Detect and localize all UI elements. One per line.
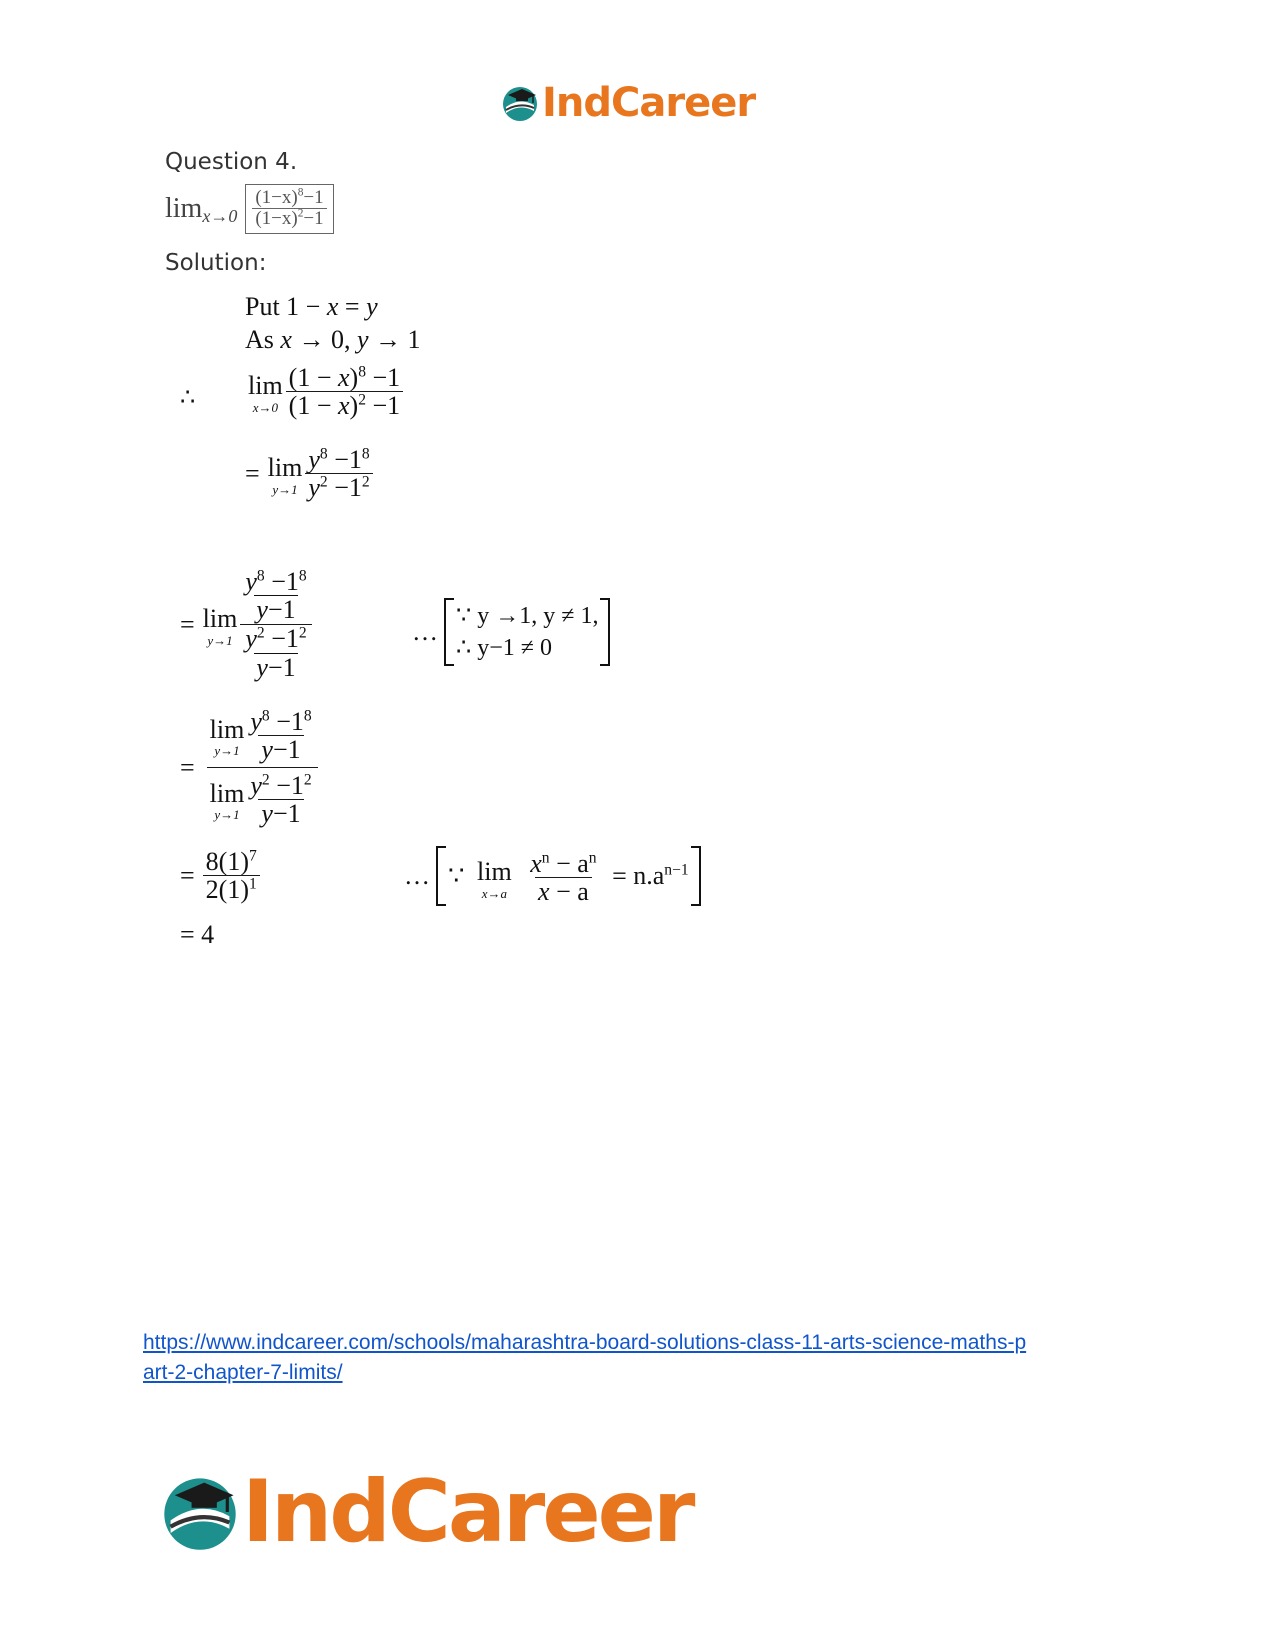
source-link-line-1: https://www.indcareer.com/schools/maharashtra-board-solutions-class-11-arts-science-maths-p — [143, 1331, 1027, 1354]
logo-wordmark: IndCareer — [242, 1462, 693, 1562]
final-answer: = 4 — [180, 920, 215, 949]
step-ratio-of-limits: = lim y→1 $\frac{y^8 -1^8}{y-1}$ lim y→1 $\frac{y^2 -1^2}{y-1}$ — [180, 708, 318, 829]
footer-logo — [158, 1462, 692, 1562]
question-expression — [165, 184, 334, 234]
question-numerator: $(1-x)^8-1$ — [255, 186, 324, 209]
step-divide-by-y-minus-1: = lim y→1 $y^8 -1^8$ y−1 $y^2 -1^2$ y−1 — [180, 568, 312, 683]
logo-wordmark: IndCareer — [542, 80, 756, 126]
graduation-cap-book-globe-icon — [500, 83, 540, 123]
question-bracket — [245, 184, 333, 234]
limit-transform-line: As x → 0, y → 1 — [245, 325, 421, 354]
graduation-cap-book-globe-icon — [158, 1470, 242, 1554]
lim-subscript: x→0 — [202, 205, 238, 226]
question-denominator: $(1-x)^2-1$ — [252, 208, 326, 230]
formula-note: … ∵ lim x→a $\frac{x^n - a^n}{x - a}$ = $n.a^{n-1}$ — [404, 846, 701, 906]
step-substituted-limit: = lim y→1 $\frac{y^8 -1^8}{y^2 -1^2}$ — [245, 446, 373, 503]
step-evaluated: = $\frac{8(1)^7}{2(1)^1}$ — [180, 848, 260, 905]
source-link-line-2: art-2-chapter-7-limits/ — [143, 1361, 343, 1384]
substitution-line: Put 1 − x = y — [245, 292, 378, 321]
therefore-symbol: ∴ — [180, 385, 196, 411]
question-heading: Question 4. — [165, 149, 298, 175]
source-link-block — [143, 1328, 1143, 1388]
step-original-limit: lim x→0 $\frac{(1 - x)^8 -1}{(1 - x)^2 -1}$ — [248, 364, 403, 421]
condition-line-1: ∵ y →1, y ≠ 1, — [456, 603, 599, 629]
condition-line-2: ∴ y−1 ≠ 0 — [456, 635, 552, 661]
header-logo — [500, 78, 755, 128]
solution-heading: Solution: — [165, 250, 267, 276]
lim-label: lim — [165, 193, 203, 224]
formula-result: $n.a^{n-1}$ — [633, 861, 689, 891]
source-link[interactable] — [143, 1331, 1026, 1384]
condition-note: … ∵ y →1, y ≠ 1, ∴ y−1 ≠ 0 — [412, 598, 610, 666]
